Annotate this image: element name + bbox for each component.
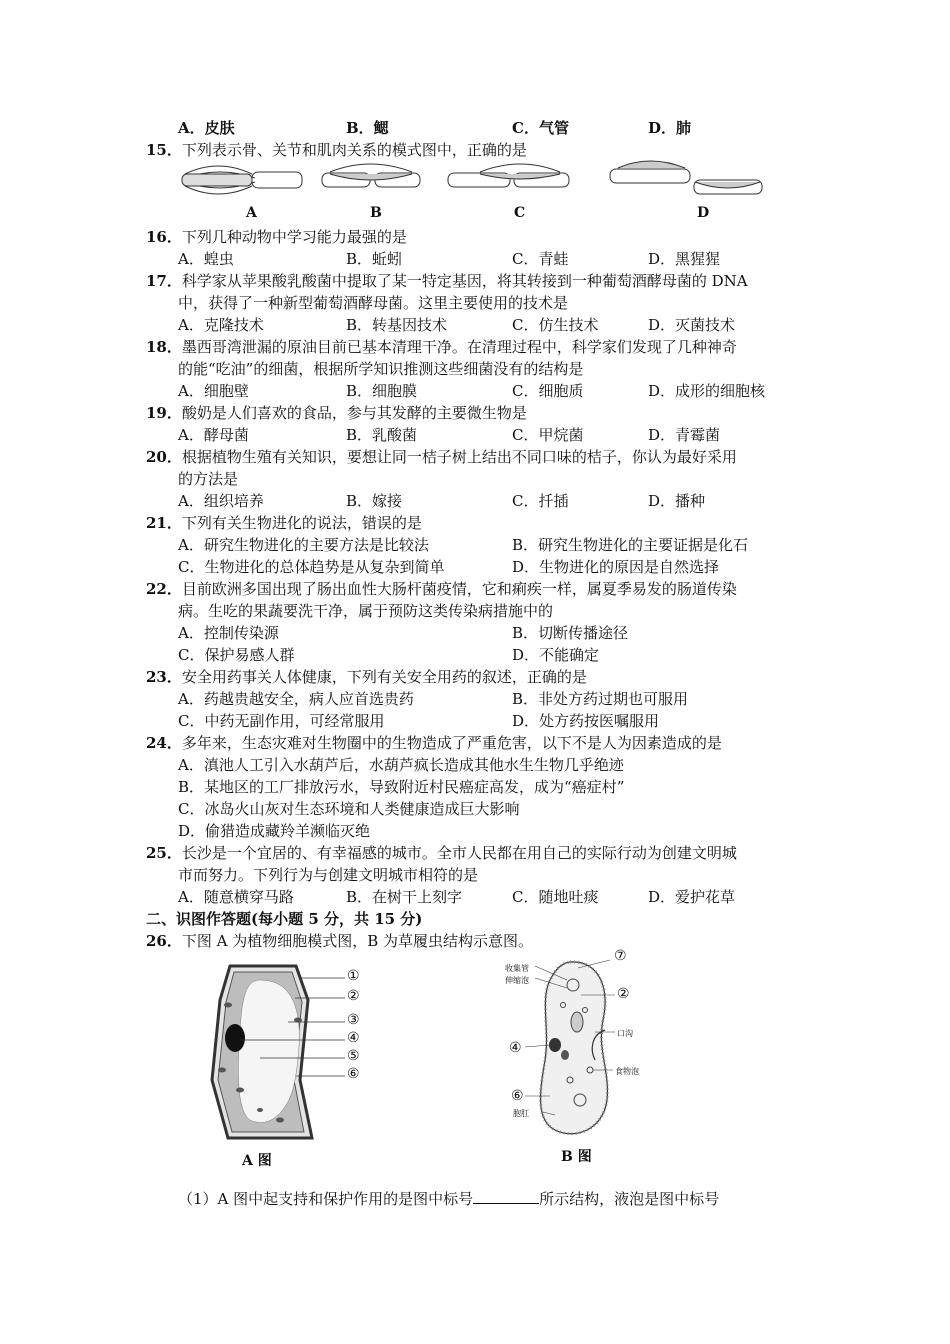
q22-option-b: B．切断传播途径	[512, 624, 629, 642]
q15-label-b: B	[370, 205, 382, 221]
q25-stem-line1: 长沙是一个宜居的、有幸福感的城市。全市人民都在用自己的实际行动为创建文明城	[181, 844, 737, 862]
fig-b-collecting-tube-label: 收集管	[505, 964, 529, 973]
q19-stem: 酸奶是人们喜欢的食品，参与其发酵的主要微生物是	[181, 404, 527, 422]
q15-label-a: A	[246, 205, 257, 221]
q19-question	[146, 403, 527, 423]
q20-question	[146, 447, 737, 467]
q24-option-b: B．某地区的工厂排放污水，导致附近村民癌症高发，成为“癌症村”	[178, 778, 625, 796]
q25-option-b: B．在树干上刻字	[346, 888, 463, 906]
fig-b-oral-groove-label: 口沟	[617, 1029, 633, 1038]
q21-option-a: A．研究生物进化的主要方法是比较法	[178, 536, 429, 554]
q14-option-a: A．皮肤	[178, 119, 235, 137]
fig-b-label-4: ④	[509, 1040, 522, 1056]
fig-a-label-3: ③	[347, 1012, 360, 1028]
fig-b-label-2: ②	[617, 986, 630, 1002]
q22-stem-line1: 目前欧洲多国出现了肠出血性大肠杆菌疫情，它和痢疾一样，属夏季易发的肠道传染	[181, 580, 737, 598]
fig-a-label-1: ①	[347, 968, 360, 984]
q17-option-b: B．转基因技术	[346, 316, 448, 334]
q19-option-a: A．酵母菌	[178, 426, 249, 444]
q26-subquestion-1	[178, 1187, 719, 1209]
q18-stem-line1: 墨西哥湾泄漏的原油目前已基本清理干净。在清理过程中，科学家们发现了几种神奇	[181, 338, 737, 356]
q15-diagram-d	[610, 161, 762, 194]
q17-option-d: D．灭菌技术	[648, 316, 736, 334]
q23-option-b: B．非处方药过期也可服用	[512, 690, 689, 708]
q17-question	[146, 271, 748, 291]
q15-diagram-b	[322, 164, 420, 187]
q20-option-b: B．嫁接	[346, 492, 403, 510]
q21-option-c: C．生物进化的总体趋势是从复杂到简单	[178, 558, 445, 576]
q24-option-c: C．冰岛火山灰对生态环境和人类健康造成巨大影响	[178, 800, 520, 818]
q26-question	[146, 931, 533, 951]
fig-a-label-6: ⑥	[347, 1066, 360, 1082]
q15-stem: 下列表示骨、关节和肌肉关系的模式图中，正确的是	[181, 141, 527, 159]
q26-stem: 下图 A 为植物细胞模式图，B 为草履虫结构示意图。	[181, 932, 534, 950]
q15-question	[146, 140, 527, 160]
q25-option-a: A．随意横穿马路	[178, 888, 294, 906]
q19-option-c: C．甲烷菌	[512, 426, 584, 444]
q22-option-a: A．控制传染源	[178, 624, 279, 642]
q15-label-d: D	[697, 205, 710, 221]
q22-number: 22．	[146, 580, 182, 598]
q24-option-d: D．偷猎造成藏羚羊濒临灭绝	[178, 822, 371, 840]
q24-number: 24．	[146, 734, 182, 752]
q23-question	[146, 667, 587, 687]
q17-stem-line1: 科学家从苹果酸乳酸菌中提取了某一特定基因，将其转接到一种葡萄酒酵母菌的 DNA	[181, 272, 748, 290]
q16-number: 16．	[146, 228, 182, 246]
q23-option-d: D．处方药按医嘱服用	[512, 712, 660, 730]
q26-sub1-part2: 所示结构，液泡是图中标号	[539, 1190, 720, 1208]
q18-option-b: B．细胞膜	[346, 382, 418, 400]
q22-option-c: C．保护易感人群	[178, 646, 295, 664]
q20-stem-line2: 的方法是	[178, 470, 239, 488]
q16-option-c: C．青蛙	[512, 250, 569, 268]
q21-option-d: D．生物进化的原因是自然选择	[512, 558, 720, 576]
q16-question	[146, 227, 407, 247]
q21-option-b: B．研究生物进化的主要证据是化石	[512, 536, 749, 554]
q22-question	[146, 579, 737, 599]
fig-b-food-vacuole-label: 食物泡	[615, 1067, 639, 1076]
q25-question	[146, 843, 737, 863]
q15-number: 15．	[146, 141, 182, 159]
fig-b-caption: B 图	[561, 1149, 592, 1165]
q21-number: 21．	[146, 514, 182, 532]
q22-option-d: D．不能确定	[512, 646, 600, 664]
q17-number: 17．	[146, 272, 182, 290]
q15-label-c: C	[514, 205, 526, 221]
q19-option-d: D．青霉菌	[648, 426, 721, 444]
fig-b-contractile-vacuole-label: 伸缩泡	[505, 976, 529, 985]
fig-a-label-4: ④	[347, 1030, 360, 1046]
q20-option-d: D．播种	[648, 492, 706, 510]
q20-stem-line1: 根据植物生殖有关知识，要想让同一桔子树上结出不同口味的桔子，你认为最好采用	[181, 448, 737, 466]
q19-option-b: B．乳酸菌	[346, 426, 418, 444]
fig-b-label-7: ⑦	[614, 948, 627, 964]
q14-option-c: C．气管	[512, 119, 569, 137]
q18-number: 18．	[146, 338, 182, 356]
q25-number: 25．	[146, 844, 182, 862]
q23-number: 23．	[146, 668, 182, 686]
q18-stem-line2: 的能“吃油”的细菌，根据所学知识推测这些细菌没有的结构是	[178, 360, 584, 378]
q21-question	[146, 513, 422, 533]
q20-option-a: A．组织培养	[178, 492, 264, 510]
q17-stem-line2: 中，获得了一种新型葡萄酒酵母菌。这里主要使用的技术是	[178, 294, 569, 312]
q18-option-c: C．细胞质	[512, 382, 584, 400]
q15-muscle-diagrams	[180, 160, 780, 200]
q23-option-a: A．药越贵越安全，病人应首选贵药	[178, 690, 414, 708]
q24-stem: 多年来，生态灾难对生物圈中的生物造成了严重危害，以下不是人为因素造成的是	[181, 734, 722, 752]
q20-number: 20．	[146, 448, 182, 466]
fig-b-anal-pore-label: 胞肛	[513, 1109, 529, 1118]
q22-stem-line2: 病。生吃的果蔬要洗干净，属于预防这类传染病措施中的	[178, 602, 554, 620]
fig-a-label-2: ②	[347, 988, 360, 1004]
q15-diagram-a	[182, 166, 302, 194]
q20-option-c: C．扦插	[512, 492, 569, 510]
q23-option-c: C．中药无副作用，可经常服用	[178, 712, 385, 730]
fig-b-label-6: ⑥	[511, 1088, 524, 1104]
q17-option-c: C．仿生技术	[512, 316, 599, 334]
q23-stem: 安全用药事关人体健康，下列有关安全用药的叙述，正确的是	[181, 668, 587, 686]
q14-option-d: D．肺	[648, 119, 692, 137]
q16-option-a: A．蝗虫	[178, 250, 234, 268]
q18-option-d: D．成形的细胞核	[648, 382, 766, 400]
q18-option-a: A．细胞壁	[178, 382, 249, 400]
q19-number: 19．	[146, 404, 182, 422]
fig-a-label-5: ⑤	[347, 1048, 360, 1064]
q21-stem: 下列有关生物进化的说法，错误的是	[181, 514, 422, 532]
q16-option-b: B．蚯蚓	[346, 250, 403, 268]
q24-question	[146, 733, 722, 753]
q18-question	[146, 337, 737, 357]
q16-stem: 下列几种动物中学习能力最强的是	[181, 228, 407, 246]
q25-stem-line2: 市而努力。下列行为与创建文明城市相符的是	[178, 866, 479, 884]
q16-option-d: D．黑猩猩	[648, 250, 721, 268]
q26-number: 26．	[146, 932, 182, 950]
q25-option-c: C．随地吐痰	[512, 888, 599, 906]
q24-option-a: A．滇池人工引入水葫芦后，水葫芦疯长造成其他水生生物几乎绝迹	[178, 756, 624, 774]
q26-sub1-blank[interactable]	[473, 1187, 539, 1204]
fig-a-caption: A 图	[242, 1153, 272, 1169]
q17-option-a: A．克隆技术	[178, 316, 264, 334]
q15-diagram-c	[448, 164, 569, 187]
section2-title: 二、识图作答题(每小题 5 分，共 15 分)	[146, 910, 423, 928]
q25-option-d: D．爱护花草	[648, 888, 736, 906]
q26-sub1-part1: （1）A 图中起支持和保护作用的是图中标号	[178, 1190, 474, 1208]
q14-option-b: B．鳃	[346, 119, 389, 137]
